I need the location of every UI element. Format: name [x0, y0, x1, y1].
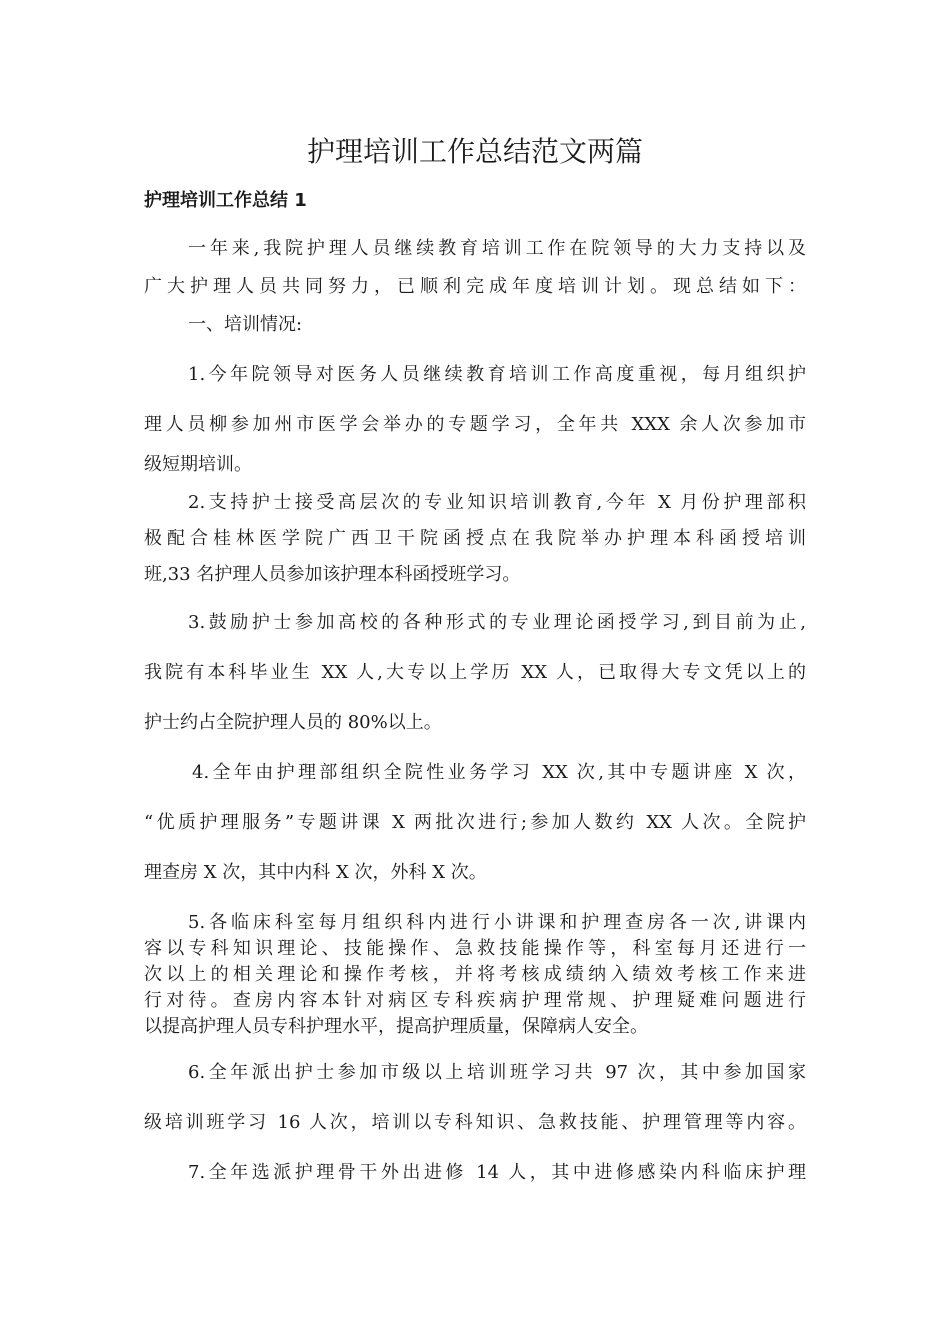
paragraph-line: 次以上的相关理论和操作考核，并将考核成绩纳入绩效考核工作来进 — [144, 964, 806, 985]
paragraph-line: 班,33 名护理人员参加该护理本科函授班学习。 — [144, 564, 521, 585]
paragraph-line: 以提高护理人员专科护理水平，提高护理质量，保障病人安全。 — [144, 1016, 648, 1037]
paragraph-line: 5.各临床科室每月组织科内进行小讲课和护理查房各一次,讲课内 — [188, 912, 806, 933]
document-title: 护理培训工作总结范文两篇 — [306, 135, 643, 168]
paragraph-line: 级短期培训。 — [144, 454, 252, 475]
paragraph-line: 极配合桂林医学院广西卫干院函授点在我院举办护理本科函授培训 — [144, 528, 806, 549]
paragraph-line: 一、培训情况: — [188, 314, 303, 335]
paragraph-line: 我院有本科毕业生 XX 人,大专以上学历 XX 人，已取得大专文凭以上的 — [144, 662, 806, 683]
paragraph-line: 广大护理人员共同努力，已顺利完成年度培训计划。现总结如下： — [144, 276, 806, 297]
paragraph-line: 理查房 X 次，其中内科 X 次，外科 X 次。 — [144, 862, 487, 883]
paragraph-line: 容以专科知识理论、技能操作、急救技能操作等，科室每月还进行一 — [144, 938, 806, 959]
paragraph-line: 理人员柳参加州市医学会举办的专题学习，全年共 XXX 余人次参加市 — [144, 414, 806, 435]
paragraph-line: 2.支持护士接受高层次的专业知识培训教育,今年 X 月份护理部积 — [188, 492, 806, 513]
paragraph-line: 行对待。查房内容本针对病区专科疾病护理常规、护理疑难问题进行 — [144, 990, 806, 1011]
paragraph-line: “优质护理服务”专题讲课 X 两批次进行;参加人数约 XX 人次。全院护 — [144, 812, 806, 833]
paragraph-line: 4.全年由护理部组织全院性业务学习 XX 次,其中专题讲座 X 次， — [192, 762, 806, 783]
section-heading: 护理培训工作总结 1 — [144, 190, 307, 211]
paragraph-line: 1.今年院领导对医务人员继续教育培训工作高度重视，每月组织护 — [188, 364, 806, 385]
paragraph-line: 6.全年派出护士参加市级以上培训班学习共 97 次，其中参加国家 — [188, 1062, 806, 1083]
paragraph-line: 级培训班学习 16 人次，培训以专科知识、急救技能、护理管理等内容。 — [144, 1112, 806, 1133]
paragraph-line: 7.全年选派护理骨干外出进修 14 人，其中进修感染内科临床护理 — [188, 1162, 806, 1183]
paragraph-line: 3.鼓励护士参加高校的各种形式的专业理论函授学习,到目前为止, — [188, 612, 806, 633]
paragraph-line: 护士约占全院护理人员的 80%以上。 — [144, 712, 442, 733]
paragraph-line: 一年来,我院护理人员继续教育培训工作在院领导的大力支持以及 — [188, 238, 806, 259]
